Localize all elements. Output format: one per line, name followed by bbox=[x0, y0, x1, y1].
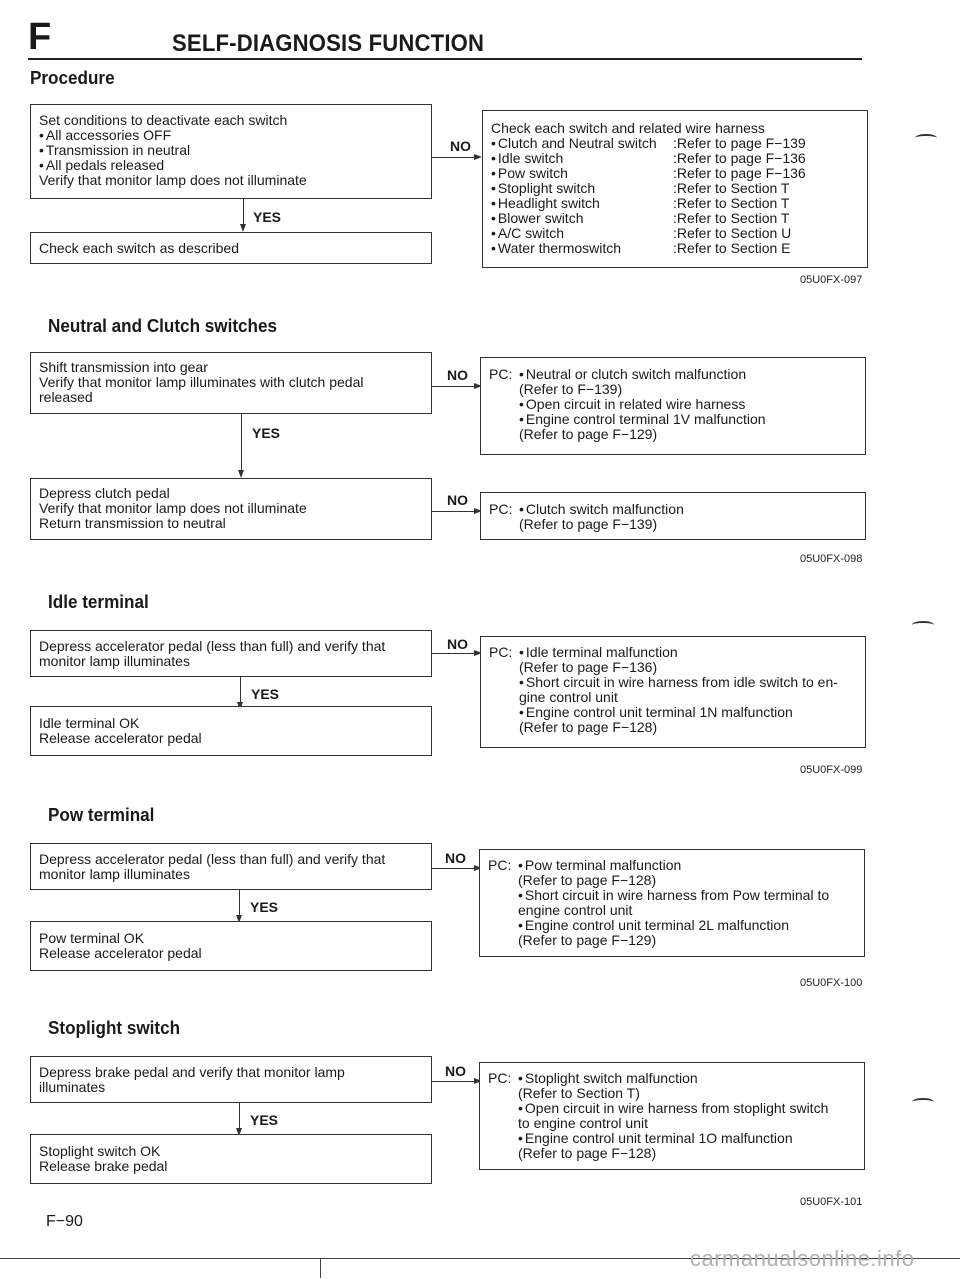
step-line: Depress brake pedal and verify that monitor lamp bbox=[39, 1064, 345, 1080]
procedure-start-bullet: • Transmission in neutral bbox=[39, 143, 423, 158]
procedure-yes-text: Check each switch as described bbox=[39, 240, 239, 256]
step-line: Verify that monitor lamp does not illuminate bbox=[39, 500, 307, 516]
cause-ref: (Refer to page F−129) bbox=[519, 426, 658, 442]
cause-ref: (Refer to page F−136) bbox=[519, 659, 658, 675]
neutral-step2-no-box bbox=[480, 492, 866, 540]
figure-code: 05U0FX-100 bbox=[800, 977, 863, 989]
switch-name: • Idle switch bbox=[491, 151, 673, 166]
cause-ref: (Refer to F−139) bbox=[519, 381, 623, 397]
cause-cont: gine control unit bbox=[519, 689, 618, 705]
step-line: Stoplight switch OK bbox=[39, 1143, 161, 1159]
pow-step1-box bbox=[30, 843, 432, 890]
yes-connector bbox=[241, 414, 242, 474]
neutral-step2-box bbox=[30, 478, 432, 540]
title-divider bbox=[28, 58, 862, 60]
step-line: Pow terminal OK bbox=[39, 930, 145, 946]
figure-code: 05U0FX-097 bbox=[800, 274, 863, 286]
cause-item: • Pow terminal malfunction bbox=[518, 858, 829, 873]
figure-code: 05U0FX-098 bbox=[800, 553, 863, 565]
stoplight-step1-box bbox=[30, 1056, 432, 1103]
pc-label: PC: bbox=[488, 1070, 512, 1086]
no-label: NO bbox=[450, 138, 471, 154]
procedure-yes-box bbox=[30, 232, 432, 264]
step-line: released bbox=[39, 389, 93, 405]
arrow-right-icon bbox=[474, 154, 482, 160]
switch-ref: :Refer to Section U bbox=[673, 225, 792, 241]
pow-yes-box bbox=[30, 921, 432, 971]
switch-name: • Pow switch bbox=[491, 166, 673, 181]
cause-ref: (Refer to page F−129) bbox=[518, 932, 657, 948]
step-line: monitor lamp illuminates bbox=[39, 866, 190, 882]
idle-terminal-heading: Idle terminal bbox=[48, 592, 149, 612]
no-box-title: Check each switch and related wire harness bbox=[491, 120, 765, 136]
switch-name: • Clutch and Neutral switch bbox=[491, 136, 673, 151]
switch-name: • A/C switch bbox=[491, 226, 673, 241]
section-letter: F bbox=[28, 16, 52, 58]
switch-name: • Water thermoswitch bbox=[491, 241, 673, 256]
step-line: Release accelerator pedal bbox=[39, 730, 202, 746]
page-number: F−90 bbox=[46, 1213, 83, 1230]
stoplight-no-box bbox=[479, 1062, 865, 1170]
watermark: carmanualsonline.info bbox=[690, 1246, 915, 1271]
step-line: Depress accelerator pedal (less than full) and verify that bbox=[39, 638, 386, 654]
no-label: NO bbox=[445, 850, 466, 866]
step-line: Depress accelerator pedal (less than full) and verify that bbox=[39, 851, 386, 867]
step-line: Verify that monitor lamp illuminates with clutch pedal bbox=[39, 374, 364, 390]
cause-item: • Engine control terminal 1V malfunction bbox=[519, 412, 766, 427]
procedure-heading: Procedure bbox=[30, 68, 115, 88]
procedure-start-box bbox=[30, 104, 432, 199]
step-line: Return transmission to neutral bbox=[39, 515, 226, 531]
step-line: Release brake pedal bbox=[39, 1158, 168, 1174]
procedure-no-box bbox=[482, 110, 868, 268]
switch-ref: :Refer to page F−136 bbox=[673, 150, 806, 166]
pc-label: PC: bbox=[489, 644, 513, 660]
step-line: monitor lamp illuminates bbox=[39, 653, 190, 669]
figure-code: 05U0FX-101 bbox=[800, 1196, 863, 1208]
neutral-step1-box bbox=[30, 352, 432, 414]
idle-yes-box bbox=[30, 706, 432, 756]
switch-name: • Stoplight switch bbox=[491, 181, 673, 196]
cause-ref: (Refer to Section T) bbox=[518, 1085, 640, 1101]
pc-label: PC: bbox=[489, 501, 513, 517]
switch-reference-table bbox=[491, 136, 859, 256]
arrow-down-icon bbox=[238, 470, 244, 478]
no-label: NO bbox=[447, 636, 468, 652]
no-connector bbox=[432, 386, 476, 387]
yes-label: YES bbox=[250, 1112, 279, 1128]
cause-cont: engine control unit bbox=[518, 902, 633, 918]
cause-ref: (Refer to page F−139) bbox=[519, 516, 658, 532]
footer-tick bbox=[320, 1258, 321, 1278]
no-connector bbox=[432, 511, 476, 512]
procedure-start-bullet: • All pedals released bbox=[39, 158, 423, 173]
neutral-clutch-heading: Neutral and Clutch switches bbox=[48, 316, 278, 336]
switch-ref: :Refer to Section T bbox=[673, 210, 790, 226]
pow-terminal-heading: Pow terminal bbox=[48, 805, 155, 825]
yes-label: YES bbox=[252, 425, 281, 441]
cause-item: • Short circuit in wire harness from idle switch to en- bbox=[519, 675, 838, 690]
stoplight-yes-box bbox=[30, 1134, 432, 1184]
cause-item: • Idle terminal malfunction bbox=[519, 645, 838, 660]
switch-ref: :Refer to Section T bbox=[673, 195, 790, 211]
yes-label: YES bbox=[253, 209, 282, 225]
switch-ref: :Refer to Section E bbox=[673, 240, 791, 256]
cause-ref: (Refer to page F−128) bbox=[519, 719, 658, 735]
page-title: SELF-DIAGNOSIS FUNCTION bbox=[172, 30, 485, 57]
margin-mark bbox=[912, 621, 934, 629]
step-line: Depress clutch pedal bbox=[39, 485, 170, 501]
arrow-down-icon bbox=[240, 224, 246, 232]
no-connector bbox=[432, 1081, 476, 1082]
cause-item: • Open circuit in wire harness from stoplight switch bbox=[518, 1101, 828, 1116]
procedure-start-line: Set conditions to deactivate each switch bbox=[39, 112, 288, 128]
switch-name: • Headlight switch bbox=[491, 196, 673, 211]
no-connector bbox=[432, 868, 476, 869]
cause-ref: (Refer to page F−128) bbox=[518, 872, 657, 888]
switch-ref: :Refer to page F−139 bbox=[673, 135, 806, 151]
figure-code: 05U0FX-099 bbox=[800, 764, 863, 776]
neutral-step1-no-box bbox=[480, 357, 866, 455]
cause-item: • Stoplight switch malfunction bbox=[518, 1071, 828, 1086]
yes-label: YES bbox=[251, 686, 280, 702]
switch-name: • Blower switch bbox=[491, 211, 673, 226]
margin-mark bbox=[915, 134, 937, 142]
cause-ref: (Refer to page F−128) bbox=[518, 1145, 657, 1161]
step-line: illuminates bbox=[39, 1079, 106, 1095]
step-line: Shift transmission into gear bbox=[39, 359, 208, 375]
stoplight-switch-heading: Stoplight switch bbox=[48, 1018, 181, 1038]
cause-item: • Engine control unit terminal 1N malfunction bbox=[519, 705, 838, 720]
cause-item: • Short circuit in wire harness from Pow terminal to bbox=[518, 888, 829, 903]
cause-item: • Engine control unit terminal 1O malfunction bbox=[518, 1131, 828, 1146]
no-connector bbox=[432, 653, 476, 654]
yes-label: YES bbox=[250, 899, 279, 915]
no-connector bbox=[432, 157, 476, 158]
step-line: Idle terminal OK bbox=[39, 715, 140, 731]
procedure-start-verify: Verify that monitor lamp does not illuminate bbox=[39, 172, 307, 188]
cause-item: • Open circuit in related wire harness bbox=[519, 397, 766, 412]
idle-step1-box bbox=[30, 630, 432, 677]
step-line: Release accelerator pedal bbox=[39, 945, 202, 961]
pow-no-box bbox=[479, 849, 865, 957]
cause-item: • Clutch switch malfunction bbox=[519, 502, 684, 517]
cause-item: • Engine control unit terminal 2L malfunction bbox=[518, 918, 829, 933]
no-label: NO bbox=[447, 367, 468, 383]
cause-cont: to engine control unit bbox=[518, 1115, 648, 1131]
no-label: NO bbox=[445, 1063, 466, 1079]
margin-mark bbox=[912, 1098, 934, 1106]
no-label: NO bbox=[447, 492, 468, 508]
switch-ref: :Refer to Section T bbox=[673, 180, 790, 196]
procedure-start-bullet: • All accessories OFF bbox=[39, 128, 423, 143]
pc-label: PC: bbox=[489, 366, 513, 382]
idle-no-box bbox=[480, 636, 866, 748]
pc-label: PC: bbox=[488, 857, 512, 873]
switch-ref: :Refer to page F−136 bbox=[673, 165, 806, 181]
cause-item: • Neutral or clutch switch malfunction bbox=[519, 367, 766, 382]
